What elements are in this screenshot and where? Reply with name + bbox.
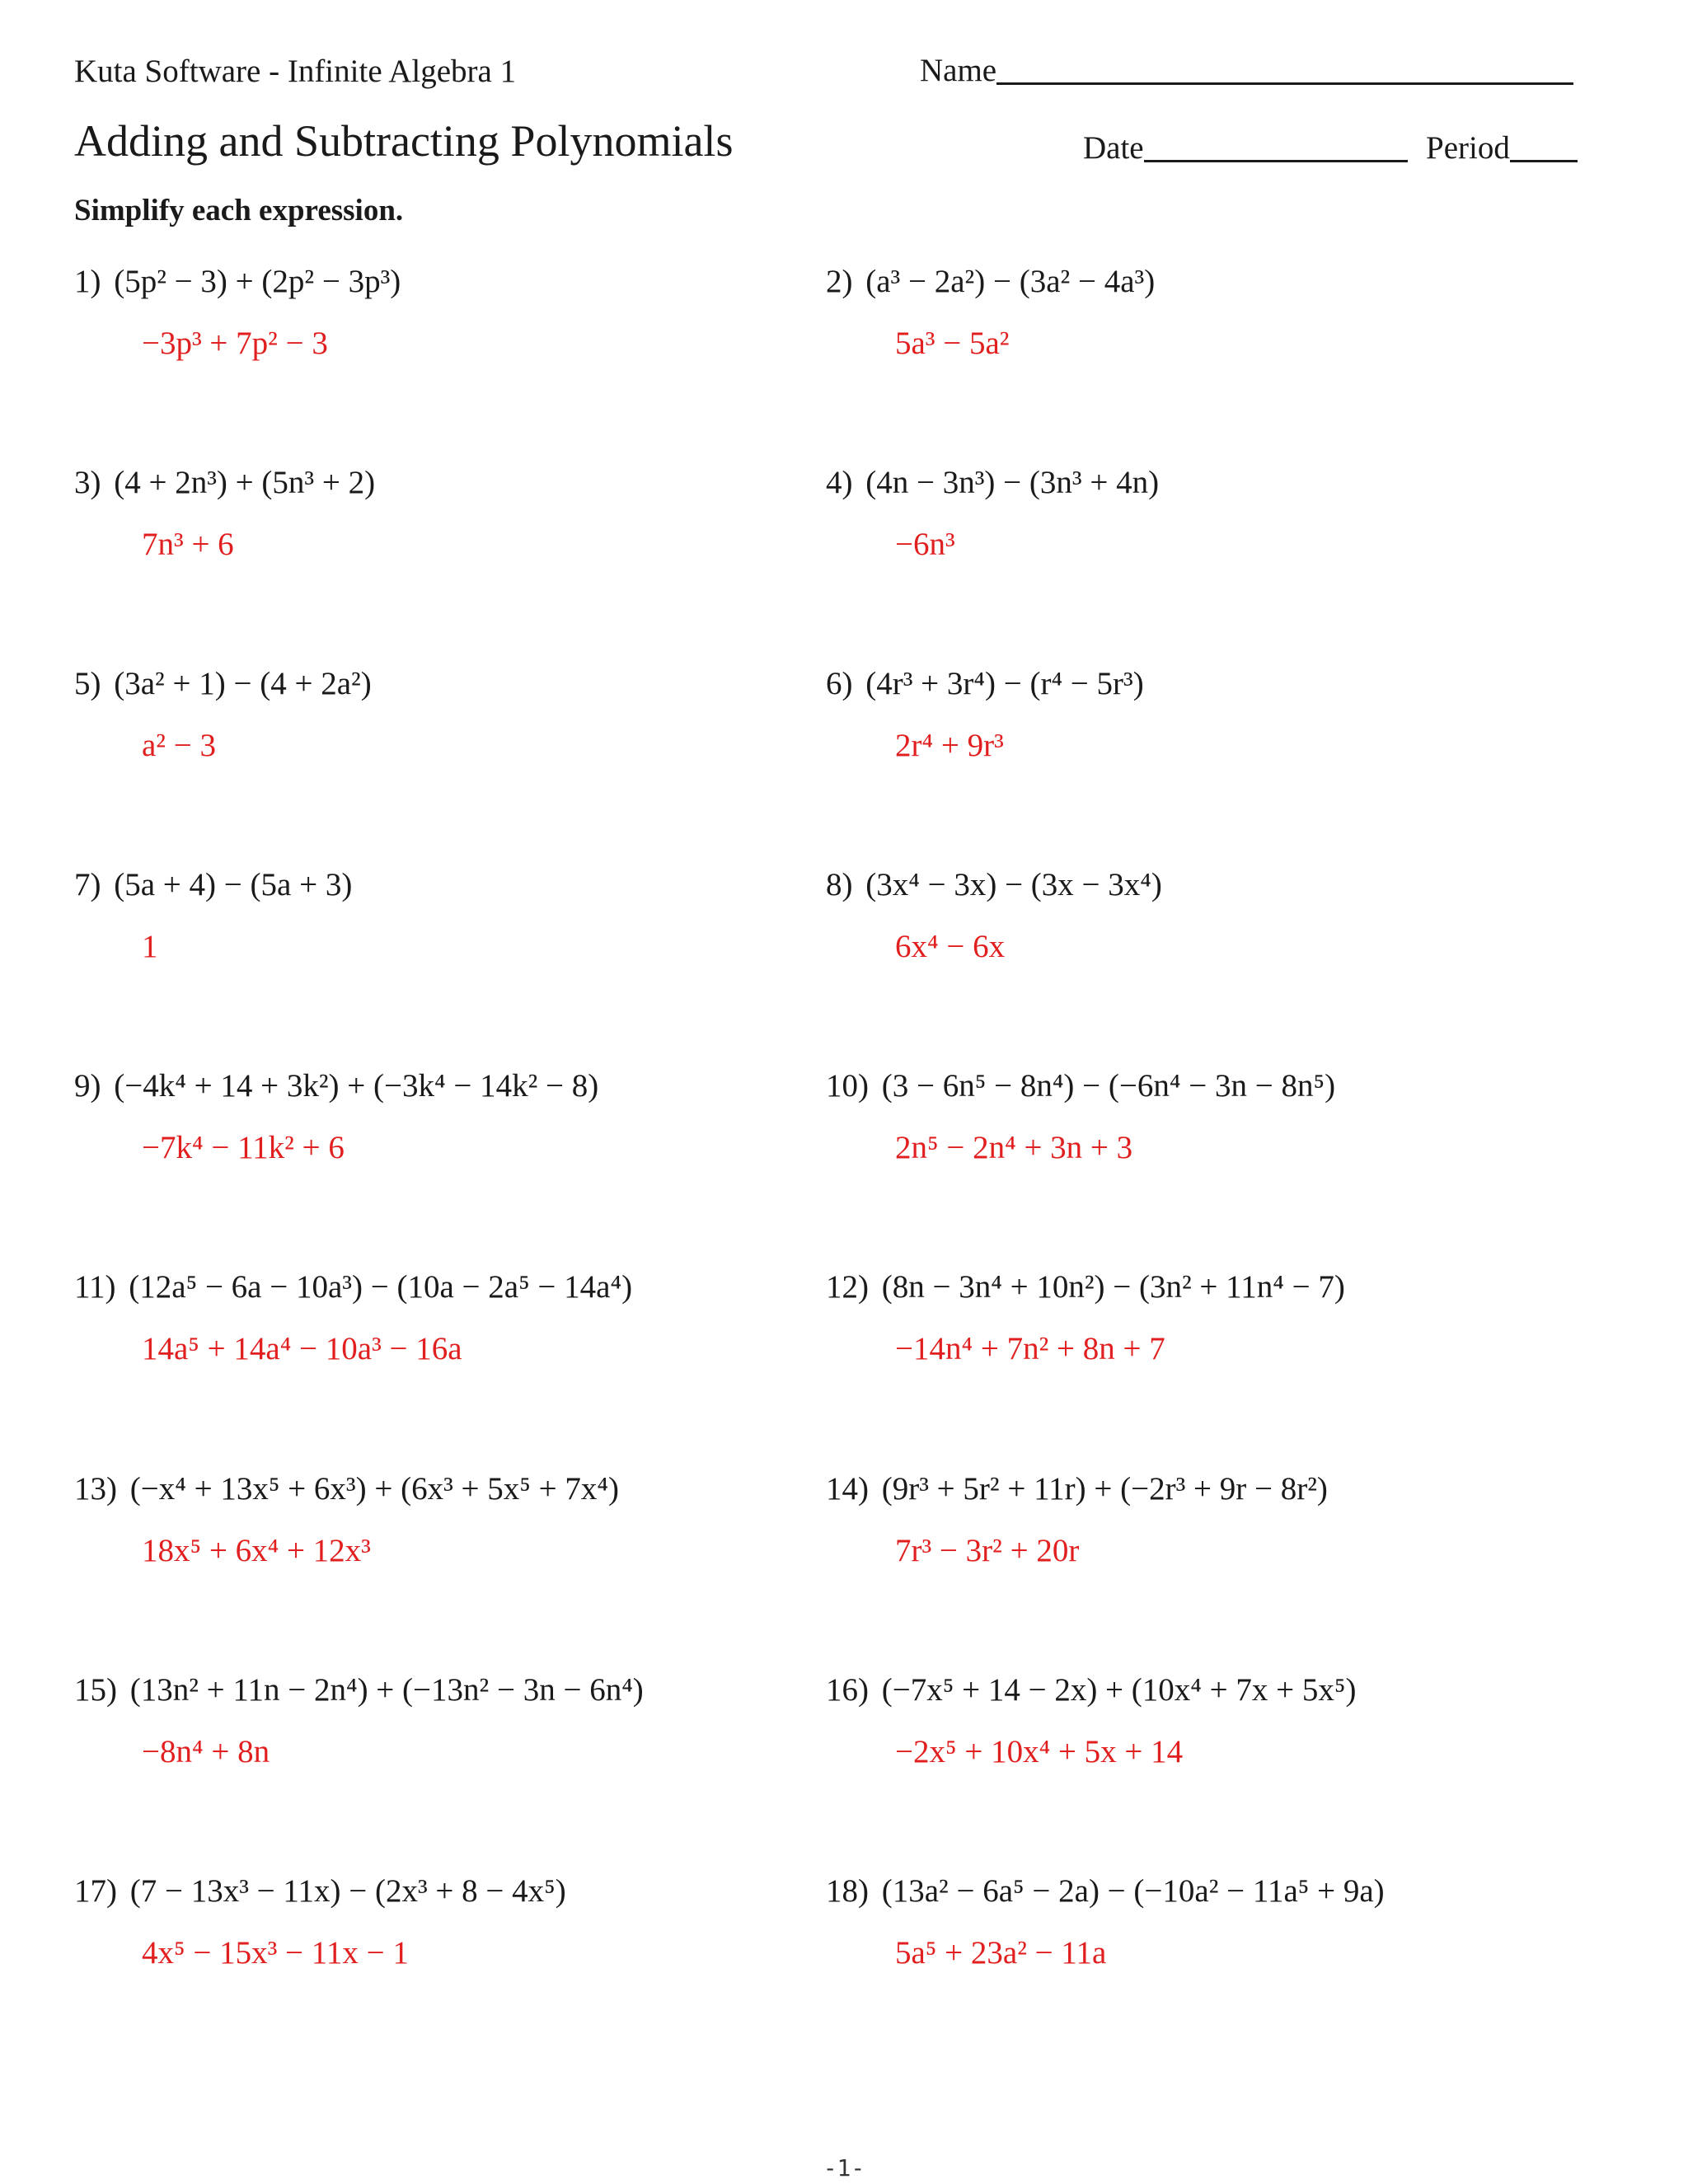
problem-expression bbox=[826, 1674, 1356, 1706]
answer-text: a² − 3 bbox=[142, 728, 216, 763]
expression-text: (8n − 3n⁴ + 10n²) − (3n² + 11n⁴ − 7) bbox=[881, 1269, 1345, 1305]
answer-text: 2n⁵ − 2n⁴ + 3n + 3 bbox=[895, 1130, 1133, 1165]
problem-number: 5) bbox=[74, 666, 101, 701]
expression-text: (−7x⁵ + 14 − 2x) + (10x⁴ + 7x + 5x⁵) bbox=[881, 1672, 1357, 1708]
answer-text: 18x⁵ + 6x⁴ + 12x³ bbox=[142, 1533, 371, 1568]
expression-text: (4 + 2n³) + (5n³ + 2) bbox=[114, 465, 376, 500]
problem-number: 13) bbox=[74, 1471, 117, 1507]
problem-17 bbox=[74, 1875, 566, 1969]
problem-9 bbox=[74, 1070, 598, 1164]
problem-expression bbox=[74, 668, 372, 700]
problem-14 bbox=[826, 1473, 1328, 1567]
answer-text: 4x⁵ − 15x³ − 11x − 1 bbox=[142, 1935, 409, 1971]
date-blank-line bbox=[1144, 160, 1408, 162]
problem-number: 14) bbox=[826, 1471, 869, 1507]
problem-11 bbox=[74, 1271, 632, 1365]
answer-text: −14n⁴ + 7n² + 8n + 7 bbox=[895, 1331, 1165, 1366]
answer-text: 5a³ − 5a² bbox=[895, 326, 1010, 361]
expression-text: (13n² + 11n − 2n⁴) + (−13n² − 3n − 6n⁴) bbox=[129, 1672, 644, 1708]
answer-text: −2x⁵ + 10x⁴ + 5x + 14 bbox=[895, 1734, 1184, 1769]
problem-12 bbox=[826, 1271, 1345, 1365]
answer-text: 1 bbox=[142, 929, 158, 964]
problem-expression bbox=[826, 1875, 1385, 1907]
problem-5 bbox=[74, 668, 372, 762]
problem-number: 7) bbox=[74, 867, 101, 902]
problem-8 bbox=[826, 869, 1162, 963]
problem-expression bbox=[826, 869, 1162, 901]
answer-text: 6x⁴ − 6x bbox=[895, 929, 1006, 964]
problem-number: 4) bbox=[826, 465, 853, 500]
problem-expression bbox=[826, 1271, 1345, 1303]
problem-number: 10) bbox=[826, 1068, 869, 1104]
problem-7 bbox=[74, 869, 352, 963]
problem-1 bbox=[74, 265, 401, 359]
name-label: Name bbox=[920, 53, 997, 88]
expression-text: (5p² − 3) + (2p² − 3p³) bbox=[114, 264, 401, 299]
page-number: -1- bbox=[823, 2154, 865, 2182]
answer-text: 14a⁵ + 14a⁴ − 10a³ − 16a bbox=[142, 1331, 462, 1366]
expression-text: (9r³ + 5r² + 11r) + (−2r³ + 9r − 8r²) bbox=[881, 1471, 1328, 1507]
problem-expression bbox=[826, 668, 1144, 700]
name-field bbox=[920, 54, 1573, 87]
answer-text: −6n³ bbox=[895, 527, 955, 562]
problem-number: 17) bbox=[74, 1873, 117, 1909]
period-blank-line bbox=[1510, 160, 1578, 162]
problem-number: 12) bbox=[826, 1269, 869, 1305]
problem-number: 11) bbox=[74, 1269, 116, 1305]
problem-number: 3) bbox=[74, 465, 101, 500]
expression-text: (7 − 13x³ − 11x) − (2x³ + 8 − 4x⁵) bbox=[129, 1873, 566, 1909]
problem-4 bbox=[826, 466, 1159, 560]
expression-text: (−x⁴ + 13x⁵ + 6x³) + (6x³ + 5x⁵ + 7x⁴) bbox=[129, 1471, 619, 1507]
answer-text: −7k⁴ − 11k² + 6 bbox=[142, 1130, 345, 1165]
problem-expression bbox=[74, 1674, 644, 1706]
expression-text: (3x⁴ − 3x) − (3x − 3x⁴) bbox=[865, 867, 1162, 902]
problem-expression bbox=[74, 466, 375, 499]
problem-number: 9) bbox=[74, 1068, 101, 1104]
problem-number: 18) bbox=[826, 1873, 869, 1909]
problem-number: 15) bbox=[74, 1672, 117, 1708]
expression-text: (5a + 4) − (5a + 3) bbox=[114, 867, 353, 902]
problem-expression bbox=[74, 1473, 619, 1505]
answer-text: 7r³ − 3r² + 20r bbox=[895, 1533, 1080, 1568]
problem-6 bbox=[826, 668, 1144, 762]
problem-expression bbox=[74, 1070, 598, 1102]
problem-number: 8) bbox=[826, 867, 853, 902]
problem-2 bbox=[826, 265, 1155, 359]
expression-text: (−4k⁴ + 14 + 3k²) + (−3k⁴ − 14k² − 8) bbox=[114, 1068, 599, 1104]
answer-text: −8n⁴ + 8n bbox=[142, 1734, 270, 1769]
answer-text: −3p³ + 7p² − 3 bbox=[142, 326, 328, 361]
answer-text: 7n³ + 6 bbox=[142, 527, 234, 562]
problem-number: 2) bbox=[826, 264, 853, 299]
expression-text: (13a² − 6a⁵ − 2a) − (−10a² − 11a⁵ + 9a) bbox=[881, 1873, 1385, 1909]
expression-text: (3 − 6n⁵ − 8n⁴) − (−6n⁴ − 3n − 8n⁵) bbox=[881, 1068, 1336, 1104]
problem-number: 1) bbox=[74, 264, 101, 299]
problem-expression bbox=[826, 1070, 1335, 1102]
expression-text: (3a² + 1) − (4 + 2a²) bbox=[114, 666, 372, 701]
publisher-line: Kuta Software - Infinite Algebra 1 bbox=[74, 54, 517, 89]
problem-13 bbox=[74, 1473, 619, 1567]
problem-expression bbox=[74, 265, 401, 298]
problem-expression bbox=[826, 265, 1155, 298]
date-field bbox=[1083, 132, 1408, 164]
problem-number: 6) bbox=[826, 666, 853, 701]
name-blank-line bbox=[996, 82, 1573, 85]
instructions: Simplify each expression. bbox=[74, 194, 404, 227]
problem-expression bbox=[826, 1473, 1328, 1505]
worksheet-title: Adding and Subtracting Polynomials bbox=[74, 116, 734, 166]
problem-expression bbox=[74, 869, 352, 901]
problem-expression bbox=[826, 466, 1159, 499]
period-field bbox=[1426, 132, 1578, 164]
period-label: Period bbox=[1426, 130, 1510, 166]
answer-text: 2r⁴ + 9r³ bbox=[895, 728, 1004, 763]
problem-expression bbox=[74, 1271, 632, 1303]
problem-16 bbox=[826, 1674, 1356, 1768]
expression-text: (4n − 3n³) − (3n³ + 4n) bbox=[865, 465, 1160, 500]
answer-text: 5a⁵ + 23a² − 11a bbox=[895, 1935, 1107, 1971]
expression-text: (12a⁵ − 6a − 10a³) − (10a − 2a⁵ − 14a⁴) bbox=[129, 1269, 633, 1305]
problem-3 bbox=[74, 466, 375, 560]
expression-text: (4r³ + 3r⁴) − (r⁴ − 5r³) bbox=[865, 666, 1144, 701]
problem-18 bbox=[826, 1875, 1385, 1969]
problem-10 bbox=[826, 1070, 1335, 1164]
problem-15 bbox=[74, 1674, 644, 1768]
problem-number: 16) bbox=[826, 1672, 869, 1708]
problem-expression bbox=[74, 1875, 566, 1907]
date-label: Date bbox=[1083, 130, 1144, 166]
expression-text: (a³ − 2a²) − (3a² − 4a³) bbox=[865, 264, 1156, 299]
